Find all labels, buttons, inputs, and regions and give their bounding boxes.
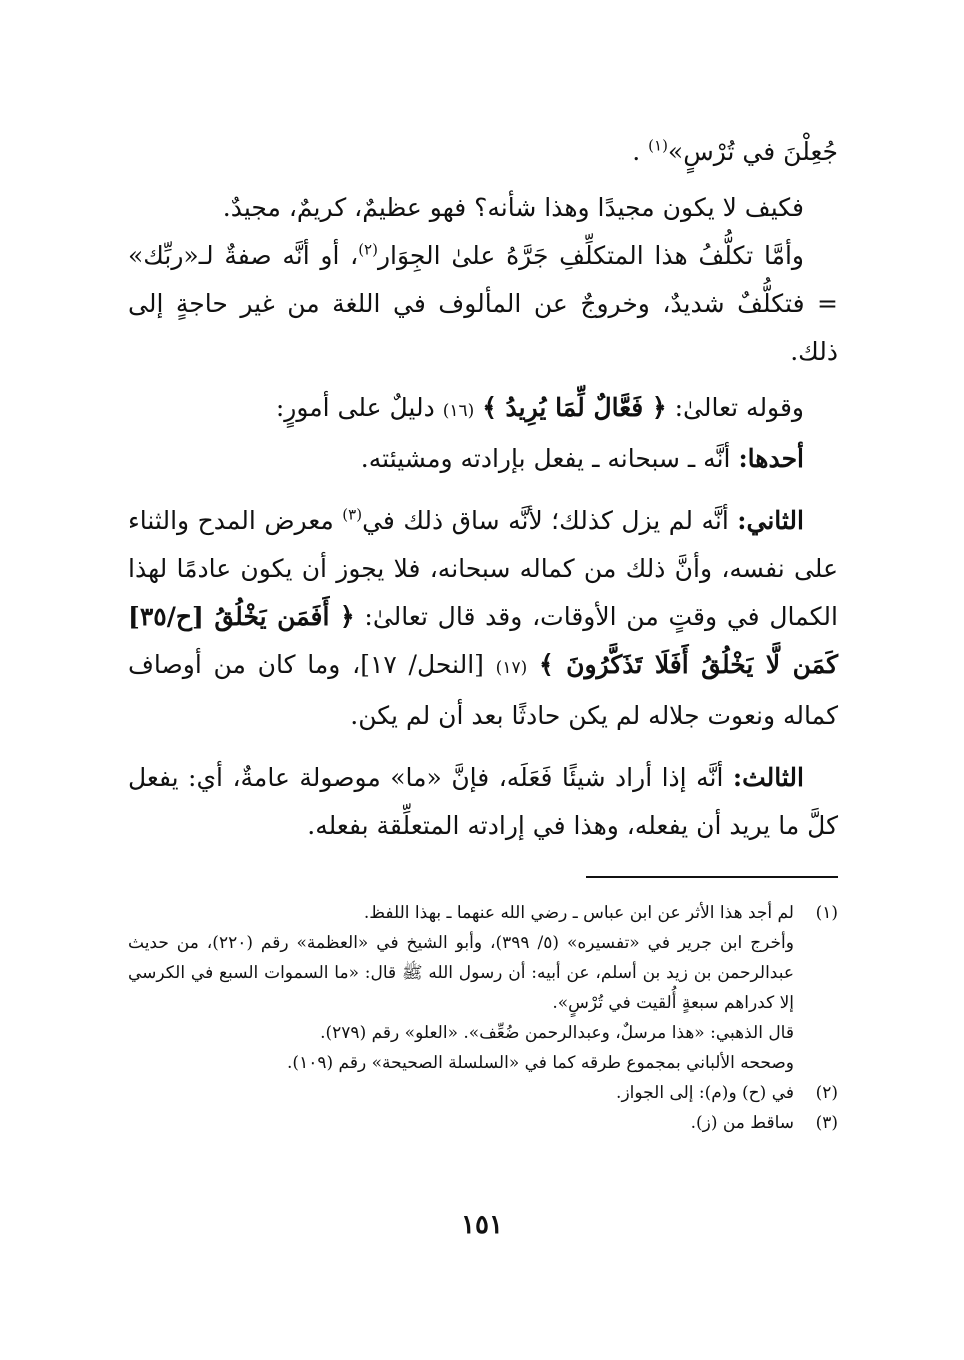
p3-text-a: وأمَّا تكلُّفُ هذا المتكلِّفِ جَرَّهُ علىٰ الجِوَار: [377, 241, 805, 270]
footnote-divider: [586, 876, 838, 878]
quran-verse-2: ﴿ أَفَمَن يَخْلُقُ [ح/٣٥] كَمَن لَّا يَخْلُقُ أَفَلَا تَذَكَّرُونَ ﴾: [128, 602, 838, 679]
p5-label: أحدها:: [738, 444, 804, 473]
footnote-ref-2: (٢): [358, 240, 378, 259]
p4-text-a: وقوله تعالىٰ:: [674, 393, 804, 422]
footnote-1-text: لم أجد هذا الأثر عن ابن عباس ـ رضي الله عنهما ـ بهذا اللفظ.: [363, 903, 794, 923]
footnote-1-continuation-3: وصححه الألباني بمجموع طرقه كما في «السلسلة الصحيحة» رقم (١٠٩).: [287, 1053, 794, 1073]
footnote-2: [128, 1078, 838, 1108]
paragraph-7: [128, 754, 838, 850]
footnote-3-text: ساقط من (ز).: [690, 1113, 794, 1133]
p4-text-b: دليلٌ على أمورٍ:: [275, 393, 435, 422]
ayah-number-2: (١٧): [495, 658, 528, 678]
paragraph-2: فكيف لا يكون مجيدًا وهذا شأنه؟ فهو عظيمٌ، كريمٌ، مجيدٌ.: [222, 193, 804, 222]
paragraph-4: [128, 384, 838, 435]
p5-text: أنَّه ـ سبحانه ـ يفعل بإرادته ومشيئته.: [360, 444, 731, 473]
p1-text: جُعِلْنَ في تُرْسٍ»: [667, 137, 838, 166]
footnote-2-number: (٢): [815, 1083, 838, 1103]
paragraph-5: [128, 435, 838, 483]
main-text: [128, 128, 838, 850]
p7-text: أنَّه إذا أراد شيئًا فَعَلَه، فإنَّ «ما» موصولة عامةٌ، أي: يفعل كلَّ ما يريد أن يفعله، وهذا في إرادته المتعلِّقة بفعله.: [128, 763, 838, 840]
footnote-2-text: في (ح) و(م): إلى الجواز.: [616, 1083, 794, 1103]
p7-label: الثالث:: [732, 763, 804, 792]
p6-label: الثاني:: [737, 506, 804, 535]
p6-text-a: أنَّه لم يزل كذلك؛ لأنَّه ساق ذلك في: [362, 506, 729, 535]
p1-end: .: [632, 137, 641, 166]
footnote-3-number: (٣): [815, 1113, 838, 1133]
quran-verse-1: ﴿ فَعَّالٌ لِّمَا يُرِيدُ ﴾: [482, 393, 667, 422]
page-number: ١٥١: [461, 1210, 503, 1240]
footnote-1-continuation-1: وأخرج ابن جرير في «تفسيره» (٥/ ٣٩٩)، وأبو الشيخ في «العظمة» رقم (٢٢٠)، من حديث عبدالرحمن بن زيد بن أسلم، عن أبيه: أن رسول الله ﷺ قال: «ما السموات السبع في الكرسي إلا كدراهم سبعةٍ أُلقيت في تُرْسٍ».: [128, 933, 794, 1013]
paragraph-1: [128, 128, 838, 176]
footnote-1-continuation-2: قال الذهبي: «هذا مرسلٌ، وعبدالرحمن ضُعِّف». «العلو» رقم (٢٧٩).: [320, 1023, 794, 1043]
footnote-ref-1: (١): [648, 136, 668, 155]
ayah-number-1: (١٦): [442, 401, 475, 421]
paragraph-3: [128, 232, 838, 376]
footnote-3: [128, 1108, 838, 1138]
footnotes: [128, 898, 838, 1138]
p6-text-c: [النحل/ ١٧]، وما كان من أوصاف كماله ونعوت جلاله لم يكن حادثًا بعد أن لم يكن.: [128, 650, 838, 730]
paragraph-6: [128, 497, 838, 740]
p6-text-b: معرض المدح والثناء على نفسه، وأنَّ ذلك من كماله سبحانه، فلا يجوز أن يكون عادمًا لهذا الكمال في وقتٍ من الأوقات، وقد قال تعالىٰ:: [128, 506, 838, 631]
footnote-1-number: (١): [815, 903, 838, 923]
footnote-ref-3: (٣): [342, 505, 363, 524]
p3-text-b: ، أو أنَّه صفةٌ لـ«ربِّك» = فتكلُّفٌ شديدٌ، وخروجٌ عن المألوف في اللغة من غير حاجةٍ إلى ذلك.: [128, 241, 838, 366]
footnote-1: [128, 898, 838, 928]
